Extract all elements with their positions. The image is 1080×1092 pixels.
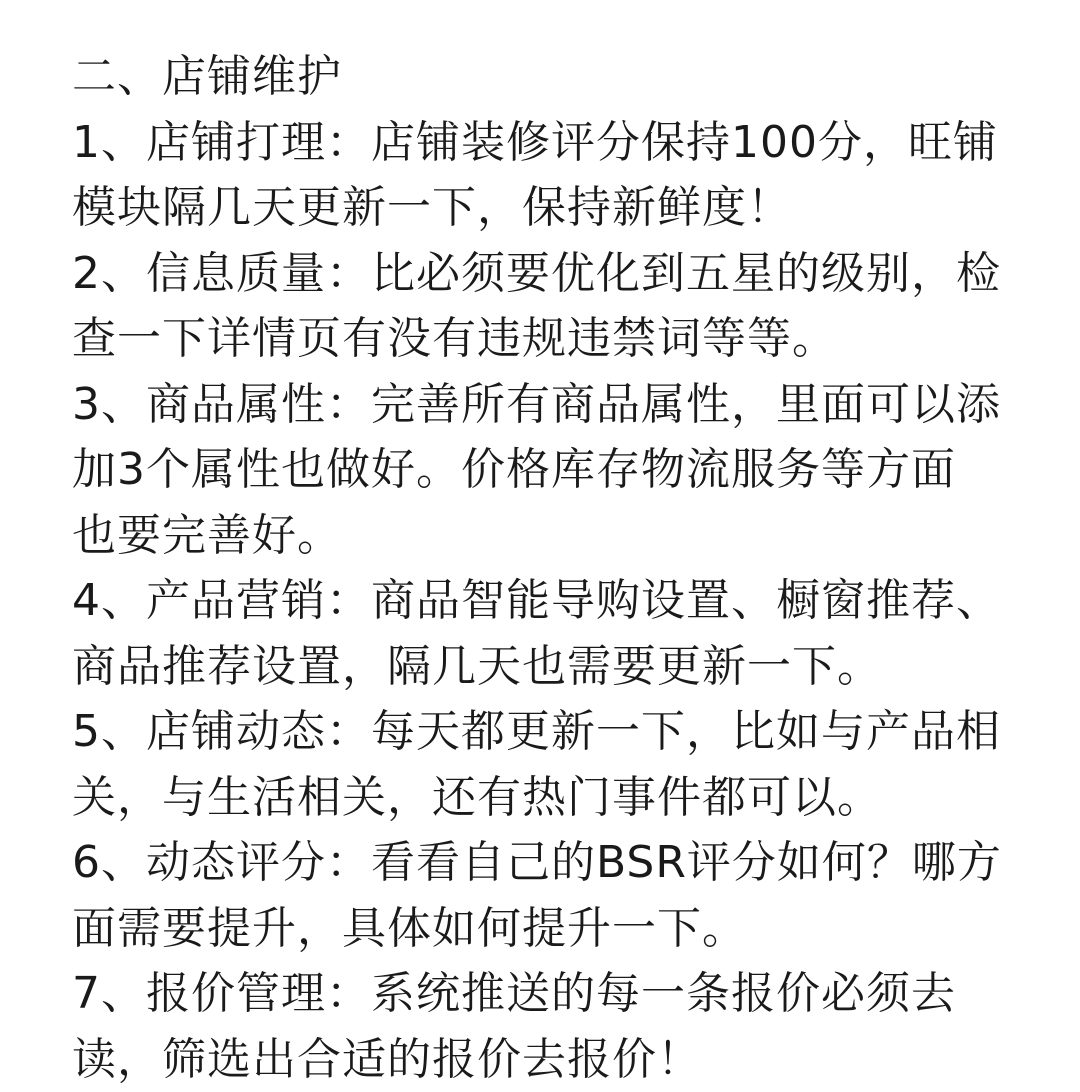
text-line: 1、店铺打理：店铺装修评分保持100分，旺铺 — [72, 110, 1012, 176]
text-line: 6、动态评分：看看自己的BSR评分如何？哪方 — [72, 830, 1012, 896]
text-line: 5、店铺动态：每天都更新一下，比如与产品相 — [72, 699, 1012, 765]
text-line: 7、报价管理：系统推送的每一条报价必须去 — [72, 961, 1012, 1027]
text-line: 加3个属性也做好。价格库存物流服务等方面 — [72, 437, 1012, 503]
text-line: 3、商品属性：完善所有商品属性，里面可以添 — [72, 372, 1012, 438]
section-heading: 二、店铺维护 — [72, 44, 1012, 110]
text-line: 也要完善好。 — [72, 503, 1012, 569]
text-line: 4、产品营销：商品智能导购设置、橱窗推荐、 — [72, 568, 1012, 634]
text-line: 面需要提升，具体如何提升一下。 — [72, 896, 1012, 962]
text-line: 读，筛选出合适的报价去报价！ — [72, 1027, 1012, 1092]
text-line: 模块隔几天更新一下，保持新鲜度！ — [72, 175, 1012, 241]
text-line: 查一下详情页有没有违规违禁词等等。 — [72, 306, 1012, 372]
text-line: 商品推荐设置，隔几天也需要更新一下。 — [72, 634, 1012, 700]
text-line: 2、信息质量：比必须要优化到五星的级别，检 — [72, 241, 1012, 307]
text-line: 关，与生活相关，还有热门事件都可以。 — [72, 765, 1012, 831]
document-body — [72, 44, 1012, 1092]
